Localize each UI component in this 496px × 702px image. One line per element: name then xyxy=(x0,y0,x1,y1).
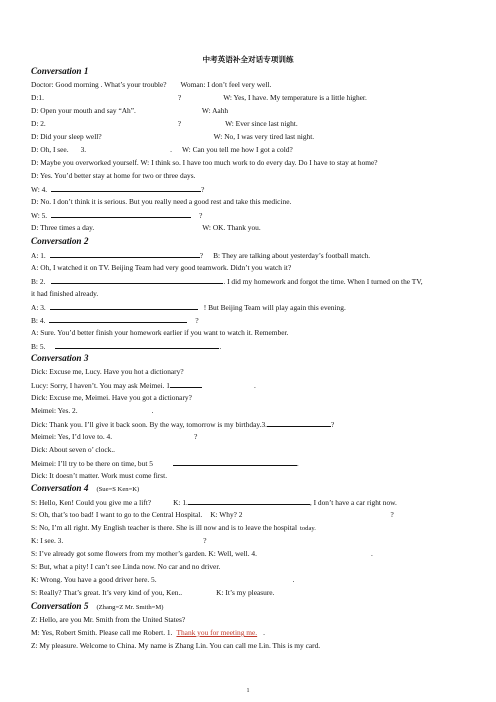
dialogue-line: B: 5. . xyxy=(31,342,222,351)
dialogue-line: D: Open your mouth and say “Ah”. W: Aahh xyxy=(31,106,229,115)
dialogue-line: A: 3. ! But Beijing Team will play again this evening. xyxy=(31,303,346,312)
dialogue-line: K: Wrong. You have a good driver here. 5. . xyxy=(31,575,295,584)
dialogue-line: A: Oh, I watched it on TV. Beijing Team had very good teamwork. Didn’t you watch it? xyxy=(31,263,292,272)
dialogue-line: Meimei: I’ll try to be there on time, but 5 . xyxy=(31,459,299,468)
answer-blank xyxy=(55,341,219,349)
dialogue-line: Z: Hello, are you Mr. Smith from the United States? xyxy=(31,615,186,624)
dialogue-line: S: But, what a pity! I can’t see Linda now. No car and no driver. xyxy=(31,562,221,571)
dialogue-line: Dick: Excuse me, Lucy. Have you hot a dictionary? xyxy=(31,367,184,376)
dialogue-line: W: 5. ? xyxy=(31,211,203,220)
dialogue-line: Z: My pleasure. Welcome to China. My name is Zhang Lin. You can call me Lin. This is my card. xyxy=(31,641,321,650)
dialogue-line: D: Oh, I see. 3. . W: Can you tell me how I got a cold? xyxy=(31,145,293,154)
speaker-key: (Zhang=Z Mr. Smith=M) xyxy=(96,604,164,611)
answer-blank xyxy=(173,458,297,466)
dialogue-line: K: I see. 3. ? xyxy=(31,536,207,545)
conversation-5-heading-line xyxy=(31,602,163,612)
answer-blank xyxy=(49,315,187,323)
dialogue-line: Dick: About seven o’ clock.. xyxy=(31,445,116,454)
dialogue-line: Dick: Excuse me, Meimei. Have you got a dictionary? xyxy=(31,393,192,402)
dialogue-line: B: 4. ? xyxy=(31,316,199,325)
dialogue-line: A: Sure. You’d better finish your homework earlier if you want to watch it. Remember. xyxy=(31,328,289,337)
dialogue-line: D: No. I don’t think it is serious. But you really need a good rest and take this medicine. xyxy=(31,197,292,206)
dialogue-line: M: Yes, Robert Smith. Please call me Robert. 1. Thank you for meeting me. . xyxy=(31,628,265,637)
dialogue-line: B: 2. . I did my homework and forgot the time. When I turned on the TV, xyxy=(31,277,423,286)
dialogue-line: it had finished already. xyxy=(31,289,99,298)
page-title: 中考英语补全对话专项训练 xyxy=(202,55,294,64)
filled-answer: Thank you for meeting me. xyxy=(176,628,258,637)
dialogue-line: W: 4. ? xyxy=(31,185,205,194)
answer-blank xyxy=(188,497,310,505)
dialogue-line: Lucy: Sorry, I haven’t. You may ask Meimei. 1 . xyxy=(31,381,256,390)
dialogue-line: Doctor: Good morning . What’s your trouble? Woman: I don’t feel very well. xyxy=(31,80,272,89)
dialogue-line: D: Did your sleep well? W: No, I was very tired last night. xyxy=(31,132,315,141)
conversation-5-heading: Conversation 5 xyxy=(31,601,89,611)
answer-blank xyxy=(267,419,331,427)
dialogue-line: D:1. ? W: Yes, I have. My temperature is a little higher. xyxy=(31,93,367,102)
dialogue-line: S: Hello, Ken! Could you give me a lift? K: 1. , I don’t have a car right now. xyxy=(31,498,397,507)
dialogue-line: Meimei: Yes. 2. . xyxy=(31,406,154,415)
conversation-4-heading: Conversation 4 xyxy=(31,483,89,493)
conversation-1-heading: Conversation 1 xyxy=(31,66,89,76)
dialogue-line: D: Yes. You’d better stay at home for two or three days. xyxy=(31,171,196,180)
dialogue-line: Dick: Thank you. I’ll give it back soon. By the way, tomorrow is my birthday.3. ? xyxy=(31,420,335,429)
dialogue-line: D: Three times a day. W: OK. Thank you. xyxy=(31,223,261,232)
answer-blank xyxy=(50,302,198,310)
dialogue-line: S: Really? That’s great. It’s very kind of you, Ken.. K: It’s my pleasure. xyxy=(31,588,275,597)
answer-blank xyxy=(51,184,201,192)
dialogue-line: D: Maybe you overworked yourself. W: I think so. I have too much work to do every day. Do I have to stay at home? xyxy=(31,158,378,167)
dialogue-line: Meimei: Yes, I’d love to. 4. ? xyxy=(31,432,198,441)
answer-blank xyxy=(50,250,200,258)
answer-blank xyxy=(51,276,223,284)
dialogue-line: A: 1. ? B: They are talking about yesterday’s football match. xyxy=(31,251,371,260)
conversation-4-heading-line xyxy=(31,484,139,494)
page-number: 1 xyxy=(246,688,250,694)
dialogue-line: S: Oh, that’s too bad! I want to go to the Central Hospital. K: Why? 2 ? xyxy=(31,510,394,519)
dialogue-line: D: 2. ? W: Ever since last night. xyxy=(31,119,298,128)
dialogue-line: Dick: It doesn’t matter. Work must come first. xyxy=(31,471,168,480)
dialogue-line: S: No, I’m all right. My English teacher is there. She is ill now and is to leave the hospital today. xyxy=(31,523,316,532)
conversation-2-heading: Conversation 2 xyxy=(31,236,89,246)
dialogue-line: S: I’ve already got some flowers from my mother’s garden. K: Well, well. 4. . xyxy=(31,549,373,558)
answer-blank xyxy=(170,380,202,388)
speaker-key: (Sue=S Ken=K) xyxy=(96,486,140,493)
answer-blank xyxy=(51,210,191,218)
conversation-3-heading: Conversation 3 xyxy=(31,353,89,363)
